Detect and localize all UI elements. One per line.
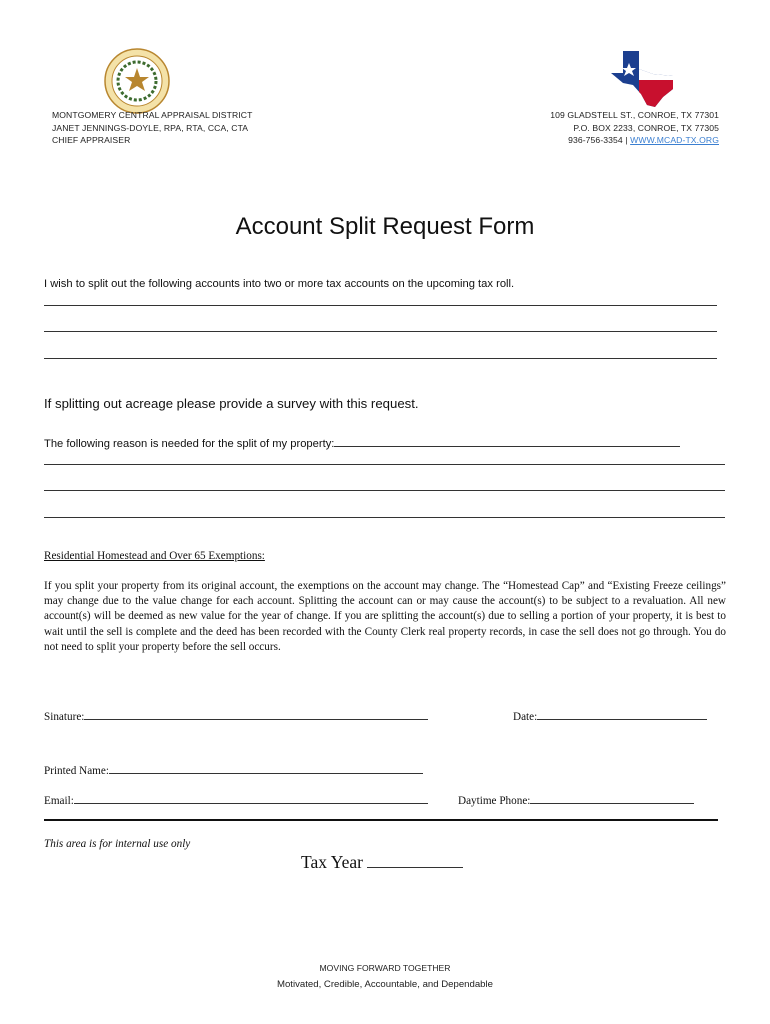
- printed-name-field[interactable]: [109, 763, 423, 774]
- phone-website-line: [550, 134, 719, 147]
- printed-name-row: [44, 763, 423, 777]
- tax-year-field[interactable]: [367, 853, 463, 868]
- phone-number: 936-756-3354: [568, 135, 623, 145]
- internal-use-note: This area is for internal use only: [44, 838, 191, 850]
- signature-label: Sinature:: [44, 711, 85, 723]
- reason-line-inline[interactable]: [334, 436, 680, 447]
- reason-label: The following reason is needed for the split of my property:: [44, 438, 335, 450]
- date-row: [513, 709, 707, 723]
- signature-row: [44, 709, 428, 723]
- date-label: Date:: [513, 711, 538, 723]
- tax-year-row: [301, 852, 463, 873]
- appraisal-district-seal-logo: [104, 48, 170, 114]
- district-info: [52, 109, 252, 147]
- intro-text: I wish to split out the following accounts into two or more tax accounts on the upcoming tax roll.: [44, 278, 515, 290]
- daytime-phone-field[interactable]: [530, 793, 694, 804]
- email-field[interactable]: [74, 793, 428, 804]
- chief-appraiser-title: CHIEF APPRAISER: [52, 135, 131, 145]
- email-row: [44, 793, 428, 807]
- signature-field[interactable]: [84, 709, 428, 720]
- printed-name-label: Printed Name:: [44, 765, 109, 777]
- reason-line-2[interactable]: [44, 490, 725, 491]
- date-field[interactable]: [537, 709, 707, 720]
- texas-flag-map-logo: [609, 49, 675, 109]
- reason-row: [44, 436, 680, 450]
- daytime-phone-row: [458, 793, 694, 807]
- account-line-3[interactable]: [44, 358, 717, 359]
- reason-line-3[interactable]: [44, 517, 725, 518]
- internal-use-divider: [44, 819, 718, 821]
- acreage-note: If splitting out acreage please provide a survey with this request.: [44, 396, 419, 411]
- footer-motto: MOVING FORWARD TOGETHER: [319, 963, 451, 973]
- district-name: MONTGOMERY CENTRAL APPRAISAL DISTRICT: [52, 110, 253, 120]
- district-contact: [550, 109, 719, 147]
- po-box-address: P.O. BOX 2233, CONROE, TX 77305: [573, 122, 719, 133]
- account-line-2[interactable]: [44, 331, 717, 332]
- form-title: Account Split Request Form: [235, 213, 535, 240]
- website-link[interactable]: WWW.MCAD-TX.ORG: [630, 135, 719, 145]
- tax-year-label: Tax Year: [301, 852, 363, 872]
- separator: |: [625, 135, 628, 145]
- chief-appraiser-name: JANET JENNINGS-DOYLE, RPA, RTA, CCA, CTA: [52, 122, 249, 133]
- daytime-phone-label: Daytime Phone:: [458, 795, 531, 807]
- exemptions-heading: Residential Homestead and Over 65 Exemptions:: [44, 550, 265, 562]
- street-address: 109 GLADSTELL ST., CONROE, TX 77301: [550, 110, 719, 120]
- account-line-1[interactable]: [44, 305, 717, 306]
- reason-line-1[interactable]: [44, 464, 725, 465]
- footer-tagline: Motivated, Credible, Accountable, and Dependable: [276, 979, 493, 990]
- exemptions-paragraph: If you split your property from its original account, the exemptions on the account may change. The “Homestead Cap” and “Existing Freeze ceilings” may change due to the value change for each account. Splitting the account can or may cause the account(s) to be subject to a revaluation. All new account(s) will be deemed as new value for the year of change. If you are splitting the account(s) due to selling a portion of your property, it is best to wait until the sell is complete and the deed has been recorded with the County Clerk real property records, in case the sell does not go through. You do not need to split your property before the sell occurs.: [44, 580, 726, 653]
- email-label: Email:: [44, 795, 74, 807]
